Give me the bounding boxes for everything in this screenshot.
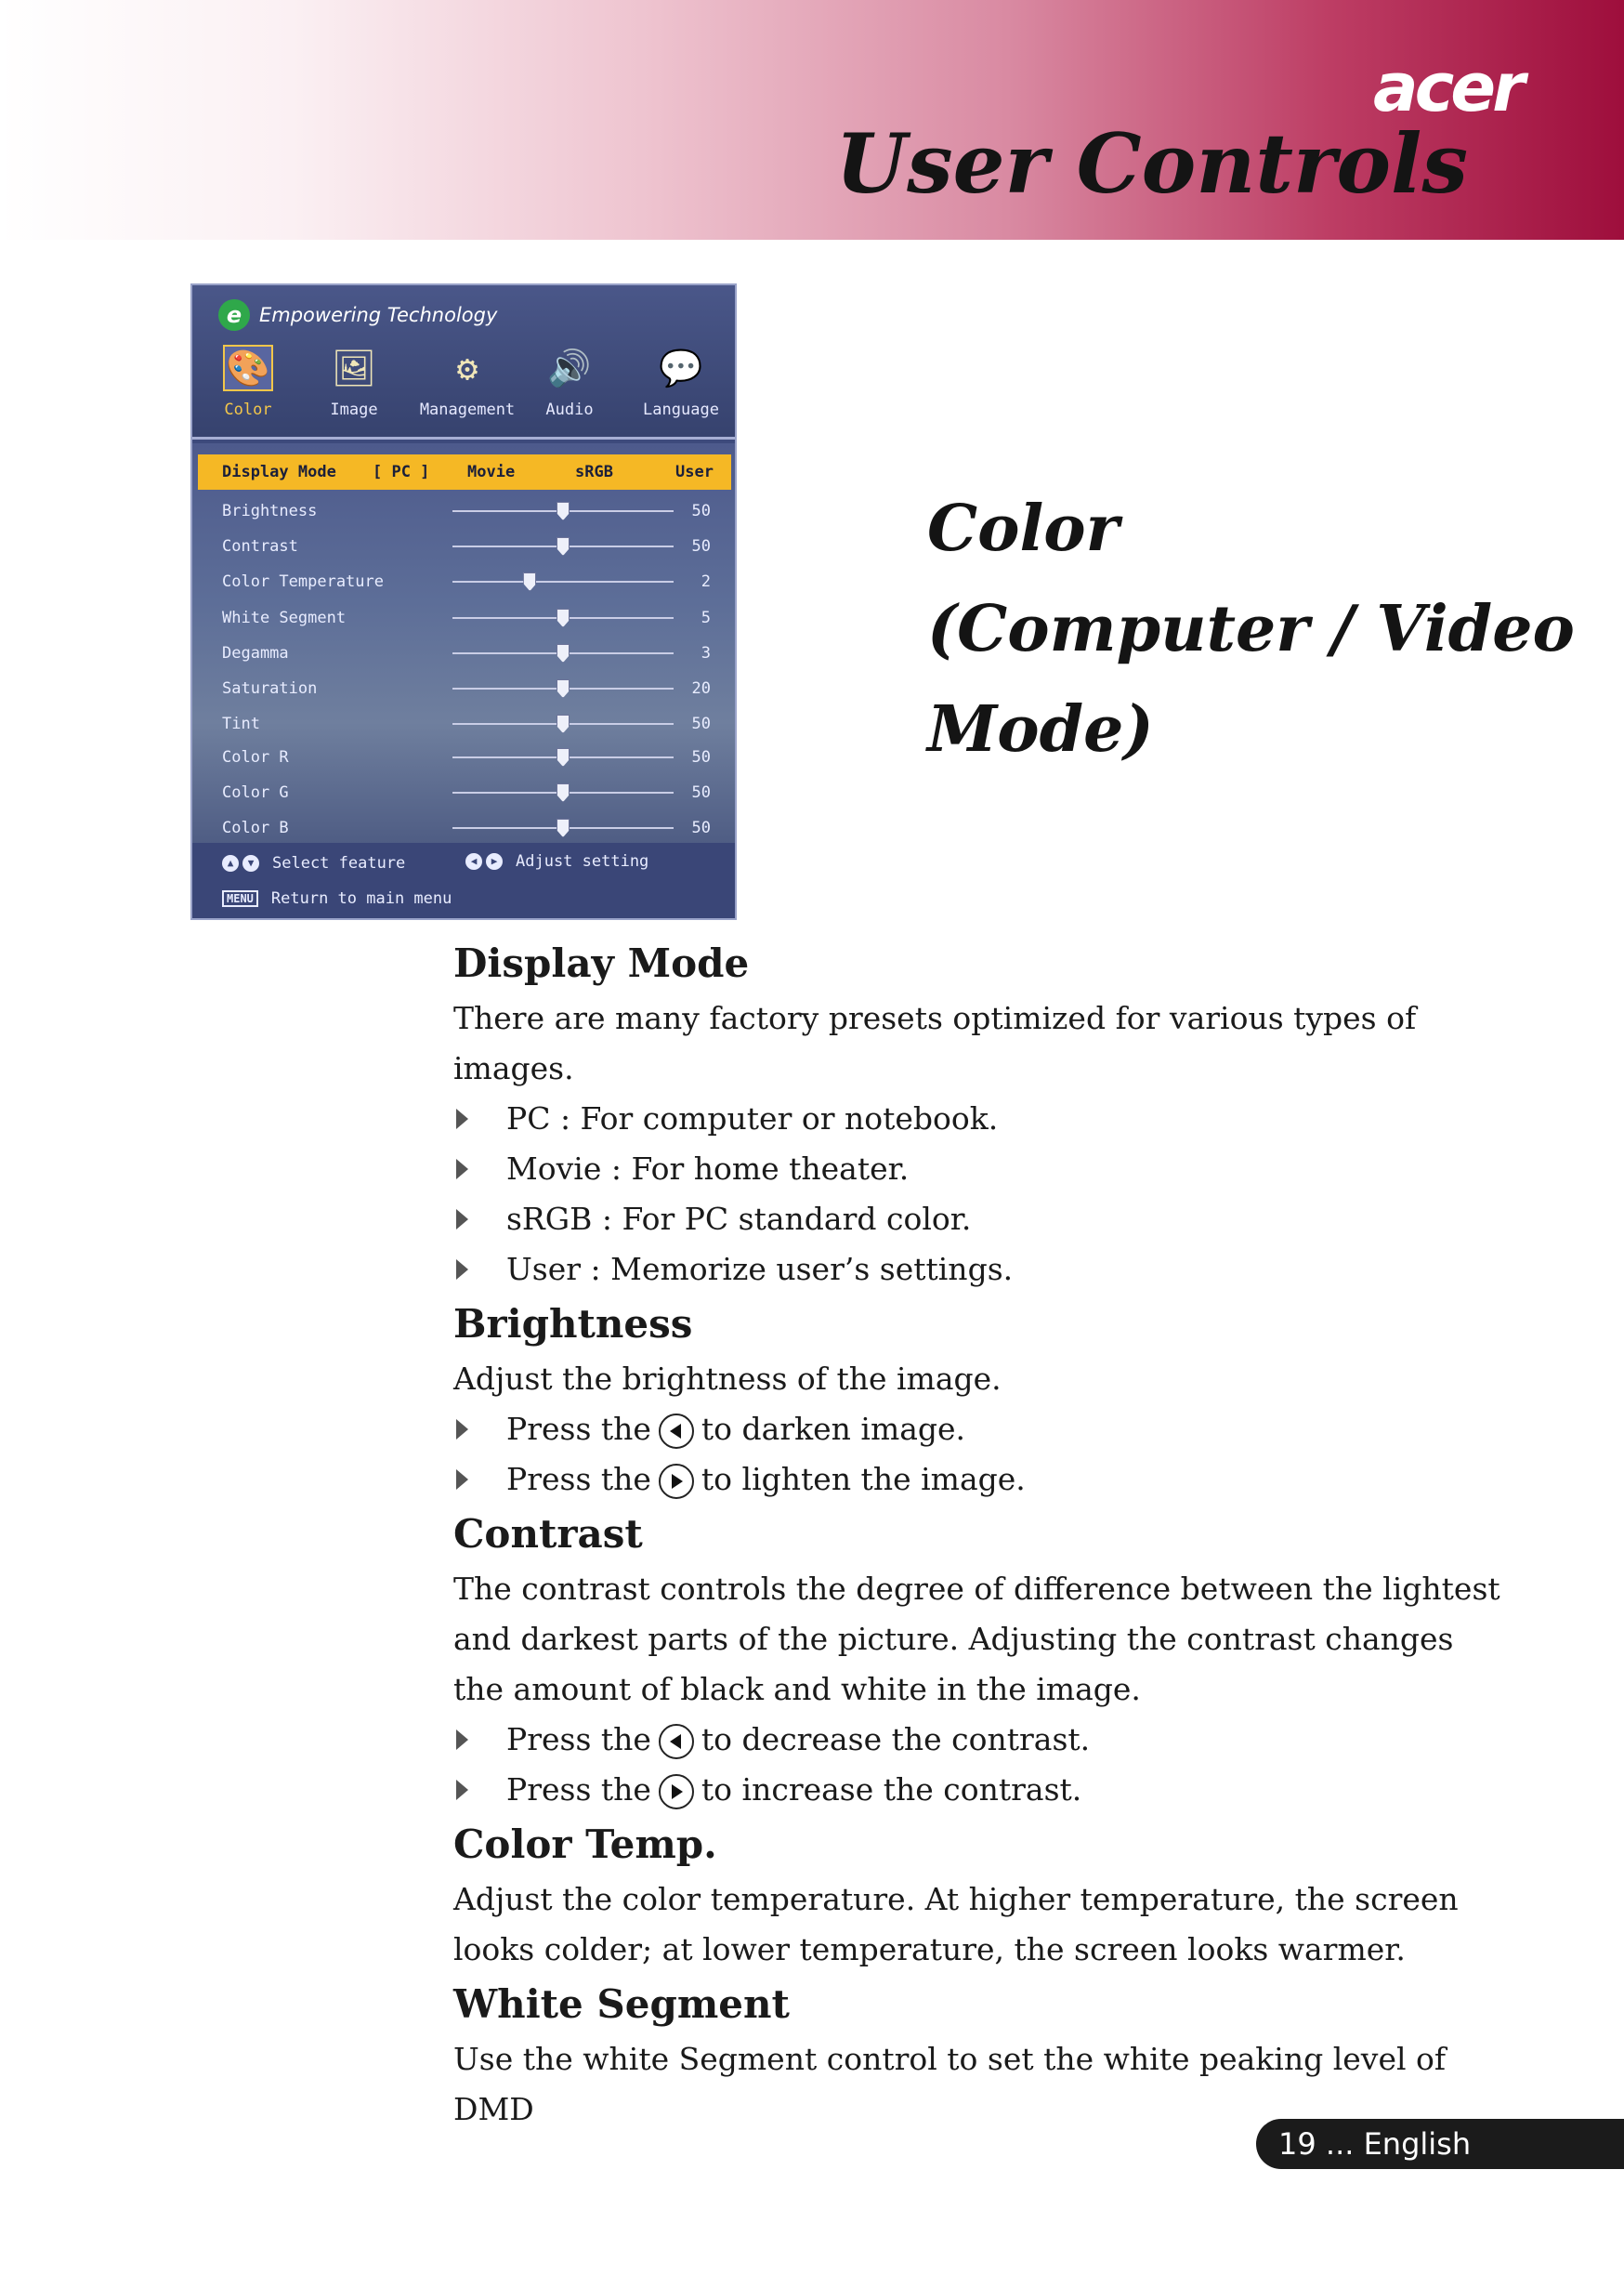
osd-row-degamma[interactable] bbox=[192, 637, 735, 670]
osd-row-label: White Segment bbox=[222, 609, 347, 627]
adjust-setting-hint bbox=[465, 852, 648, 871]
bullet-text: to increase the contrast. bbox=[701, 1771, 1082, 1808]
left-button-icon bbox=[659, 1414, 694, 1449]
section-title bbox=[927, 479, 1575, 780]
bullet-item bbox=[453, 1404, 1503, 1454]
paragraph-line: The contrast controls the degree of difference between the lightest bbox=[453, 1571, 1500, 1607]
osd-tab-label: Image bbox=[330, 401, 378, 419]
press-text: Press the bbox=[506, 1721, 651, 1757]
left-arrow-icon: ◀ bbox=[465, 853, 482, 870]
osd-row-color-r[interactable] bbox=[192, 741, 735, 774]
osd-tab-label: Management bbox=[419, 401, 516, 419]
empowering-logo-icon: e bbox=[218, 299, 250, 331]
osd-row-tint[interactable] bbox=[192, 707, 735, 741]
press-text: Press the bbox=[506, 1461, 651, 1497]
osd-row-label: Contrast bbox=[222, 537, 298, 556]
palette-icon: 🎨 bbox=[223, 345, 273, 391]
slider-thumb[interactable] bbox=[557, 715, 570, 733]
slider-thumb[interactable] bbox=[557, 748, 570, 767]
bullet-item bbox=[453, 1765, 1503, 1815]
bullet-item bbox=[453, 1715, 1503, 1765]
osd-row-brightness[interactable] bbox=[192, 494, 735, 528]
slider-track[interactable] bbox=[452, 581, 674, 583]
page-number: 19 ... English bbox=[1278, 2126, 1472, 2162]
bullet-item: User : Memorize user’s settings. bbox=[453, 1244, 1503, 1295]
osd-tab-label: Audio bbox=[545, 401, 594, 419]
bullet-item: Movie : For home theater. bbox=[453, 1144, 1503, 1194]
osd-row-label: Saturation bbox=[222, 679, 318, 698]
image-icon: 🖼 bbox=[331, 347, 377, 388]
paragraph-line: looks colder; at lower temperature, the screen looks warmer. bbox=[453, 1931, 1406, 1967]
osd-row-label: Color Temperature bbox=[222, 572, 384, 591]
osd-tab-color[interactable] bbox=[198, 339, 298, 432]
bullet-text: to darken image. bbox=[701, 1411, 966, 1447]
paragraph-line: the amount of black and white in the image. bbox=[453, 1671, 1141, 1707]
right-arrow-icon: ▶ bbox=[486, 853, 503, 870]
osd-footer bbox=[192, 843, 735, 920]
display-mode-option-pc[interactable]: [ PC ] bbox=[373, 463, 430, 481]
slider-thumb[interactable] bbox=[557, 609, 570, 627]
press-text: Press the bbox=[506, 1771, 651, 1808]
display-mode-option-srgb[interactable]: sRGB bbox=[575, 463, 613, 481]
press-text: Press the bbox=[506, 1411, 651, 1447]
brightness-heading: Brightness bbox=[453, 1301, 693, 1347]
osd-row-contrast[interactable] bbox=[192, 530, 735, 563]
up-arrow-icon: ▲ bbox=[222, 855, 239, 872]
osd-row-color-g[interactable] bbox=[192, 776, 735, 809]
gear-icon: ⚙ bbox=[456, 348, 478, 388]
osd-tab-image[interactable] bbox=[304, 339, 404, 432]
paragraph-line: images. bbox=[453, 1050, 574, 1086]
paragraph-line: There are many factory presets optimized for various types of bbox=[453, 1000, 1417, 1036]
down-arrow-icon: ▼ bbox=[242, 855, 259, 872]
osd-tab-language[interactable] bbox=[627, 339, 735, 432]
paragraph-line: Adjust the color temperature. At higher temperature, the screen bbox=[453, 1881, 1459, 1917]
osd-tab-label: Language bbox=[643, 401, 719, 419]
osd-row-label: Brightness bbox=[222, 502, 318, 520]
display-mode-row[interactable] bbox=[198, 454, 731, 490]
color-temp-heading: Color Temp. bbox=[453, 1821, 717, 1867]
bullet-text: to decrease the contrast. bbox=[701, 1721, 1091, 1757]
slider-thumb[interactable] bbox=[557, 502, 570, 520]
contrast-heading: Contrast bbox=[453, 1511, 643, 1557]
osd-row-color-temperature[interactable] bbox=[192, 565, 735, 598]
osd-row-value: 50 bbox=[691, 783, 711, 802]
paragraph-line: and darkest parts of the picture. Adjusting the contrast changes bbox=[453, 1621, 1454, 1657]
osd-row-label: Color G bbox=[222, 783, 289, 802]
acer-logo: acer bbox=[1373, 48, 1522, 126]
osd-row-value: 50 bbox=[691, 537, 711, 556]
osd-brand bbox=[218, 298, 497, 332]
osd-row-saturation[interactable] bbox=[192, 672, 735, 705]
osd-tab-management[interactable] bbox=[412, 339, 523, 432]
osd-row-label: Degamma bbox=[222, 644, 289, 663]
manual-body bbox=[453, 934, 1503, 2135]
slider-thumb[interactable] bbox=[557, 537, 570, 556]
osd-row-value: 50 bbox=[691, 819, 711, 837]
bullet-text: to lighten the image. bbox=[701, 1461, 1026, 1497]
osd-brand-label: Empowering Technology bbox=[259, 304, 498, 326]
osd-row-value: 3 bbox=[701, 644, 711, 663]
bullet-item: sRGB : For PC standard color. bbox=[453, 1194, 1503, 1244]
osd-tab-audio[interactable] bbox=[519, 339, 620, 432]
speech-bubble-icon: 💬 bbox=[659, 347, 703, 388]
osd-row-value: 20 bbox=[691, 679, 711, 698]
speaker-icon: 🔊 bbox=[547, 347, 592, 388]
page-footer bbox=[1256, 2119, 1624, 2169]
display-mode-option-user[interactable]: User bbox=[675, 463, 714, 481]
osd-row-value: 50 bbox=[691, 502, 711, 520]
osd-tab-bar bbox=[192, 285, 735, 440]
osd-row-value: 50 bbox=[691, 715, 711, 733]
bullet-item: PC : For computer or notebook. bbox=[453, 1094, 1503, 1144]
osd-row-value: 2 bbox=[701, 572, 711, 591]
osd-row-label: Tint bbox=[222, 715, 260, 733]
osd-row-white-segment[interactable] bbox=[192, 601, 735, 635]
left-button-icon bbox=[659, 1724, 694, 1759]
return-menu-hint bbox=[222, 889, 452, 908]
adjust-setting-label: Adjust setting bbox=[516, 852, 649, 871]
section-title-line: Mode) bbox=[927, 692, 1154, 767]
select-feature-label: Select feature bbox=[272, 854, 406, 873]
slider-thumb[interactable] bbox=[557, 783, 570, 802]
slider-thumb[interactable] bbox=[557, 644, 570, 663]
display-mode-label: Display Mode bbox=[222, 463, 336, 481]
right-button-icon bbox=[659, 1774, 694, 1809]
display-mode-option-movie[interactable]: Movie bbox=[467, 463, 516, 481]
osd-tab-label: Color bbox=[224, 401, 272, 419]
section-title-line: (Computer / Video bbox=[927, 592, 1575, 666]
section-title-line: Color bbox=[927, 492, 1120, 566]
osd-settings-panel bbox=[192, 443, 735, 843]
osd-row-value: 50 bbox=[691, 748, 711, 767]
osd-row-label: Color B bbox=[222, 819, 289, 837]
slider-thumb[interactable] bbox=[557, 819, 570, 837]
right-button-icon bbox=[659, 1464, 694, 1499]
slider-thumb[interactable] bbox=[557, 679, 570, 698]
menu-key-icon: MENU bbox=[222, 890, 258, 907]
osd-row-value: 5 bbox=[701, 609, 711, 627]
osd-menu bbox=[190, 283, 737, 920]
white-segment-heading: White Segment bbox=[453, 1981, 790, 2027]
select-feature-hint bbox=[222, 854, 405, 873]
osd-row-color-b[interactable] bbox=[192, 811, 735, 845]
display-mode-heading: Display Mode bbox=[453, 940, 750, 986]
return-menu-label: Return to main menu bbox=[270, 889, 452, 908]
page-header-title: User Controls bbox=[835, 115, 1468, 212]
osd-row-label: Color R bbox=[222, 748, 289, 767]
bullet-item bbox=[453, 1454, 1503, 1505]
slider-thumb[interactable] bbox=[523, 572, 536, 591]
paragraph-line: Use the white Segment control to set the white peaking level of DMD bbox=[453, 2041, 1447, 2127]
paragraph-line: Adjust the brightness of the image. bbox=[453, 1361, 1002, 1397]
header-band bbox=[0, 0, 1624, 240]
